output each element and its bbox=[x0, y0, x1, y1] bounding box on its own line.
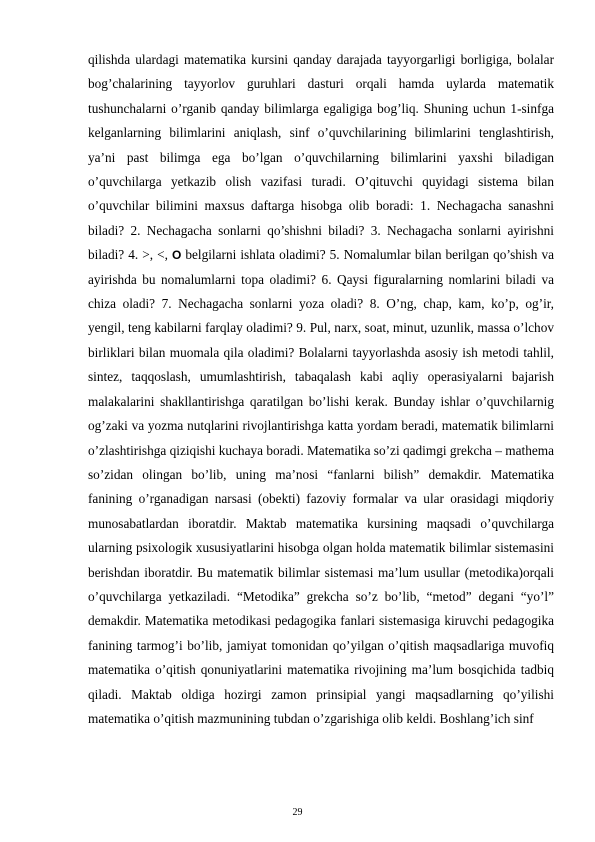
page-number: 29 bbox=[292, 807, 303, 818]
page-body bbox=[88, 48, 554, 731]
body-paragraph bbox=[88, 48, 554, 731]
bold-symbol: O bbox=[171, 248, 182, 263]
paragraph-text-part1: qilishda ulardagi matematika kursini qanday darajada tayyorgarligi borligiga, bolalar bog’chalarining tayyorlov guruhlari dasturi orqali hamda uylarda matematik tushunchalarni o’rganib qanday bilimlarga egaligiga bog’liq. Shuning uchun 1-sinfga kelganlarning bilimlarini aniqlash, sinf o’quvchilarining bilimlarini tenglashtirish, ya’ni past bilimga ega bo’lgan o’quvchilarning bilimlarini yaxshi biladigan o’quvchilarga yetkazib olish vazifasi turadi. O’qituvchi quyidagi sistema bilan o’quvchilar bilimini maxsus daftarga hisobga olib boradi: 1. Nechagacha sanashni biladi? 2. Nechagacha sonlarni qo’shishni biladi? 3. Nechagacha sonlarni ayirishni biladi? 4. >, <, bbox=[88, 52, 554, 263]
paragraph-text-part2: belgilarni ishlata oladimi? 5. Nomalumlar bilan berilgan qo’shish va ayirishda bu nomalumlarni topa oladimi? 6. Qaysi figuralarning nomlarini biladi va chiza oladi? 7. Nechagacha sonlarni yoza oladi? 8. O’ng, chap, kam, ko’p, og’ir, yengil, teng kabilarni farqlay oladimi? 9. Pul, narx, soat, minut, uzunlik, massa o’lchov birliklari bilan muomala qila oladimi? Bolalarni tayyorlashda asosiy ish metodi tahlil, sintez, taqqoslash, umumlashtirish, tabaqalash kabi aqliy operasiyalarni bajarish malakalarini shakllantirishga qaratilgan bo’lishi kerak. Bunday ishlar o’quvchilarnig og’zaki va yozma nutqlarini rivojlantirishga katta yordam beradi, matematik bilimlarni o’zlashtirishga qiziqishi kuchaya boradi. Matematika so’zi qadimgi grekcha – mathema so’zidan olingan bo’lib, uning ma’nosi “fanlarni bilish” demakdir. Matematika fanining o’rganadigan narsasi (obekti) fazoviy formalar va ular orasidagi miqdoriy munosabatlardan iboratdir. Maktab matematika kursining maqsadi o’quvchilarga ularning psixologik xususiyatlarini hisobga olgan holda matematik bilimlar sistemasini berishdan iboratdir. Bu matematik bilimlar sistemasi ma’lum usullar (metodika)orqali o’quvchilarga yetkaziladi. “Metodika” grekcha so’z bo’lib, “metod” degani “yo’l” demakdir. Matematika metodikasi pedagogika fanlari sistemasiga kiruvchi pedagogika fanining tarmog’i bo’lib, jamiyat tomonidan qo’yilgan o’qitish maqsadlariga muvofiq matematika o’qitish qonuniyatlarini matematika rivojining ma’lum bosqichida tadbiq qiladi. Maktab oldiga hozirgi zamon prinsipial yangi maqsadlarning qo’yilishi matematika o’qitish mazmunining tubdan o’zgarishiga olib keldi. Boshlang’ich sinf bbox=[88, 247, 555, 726]
